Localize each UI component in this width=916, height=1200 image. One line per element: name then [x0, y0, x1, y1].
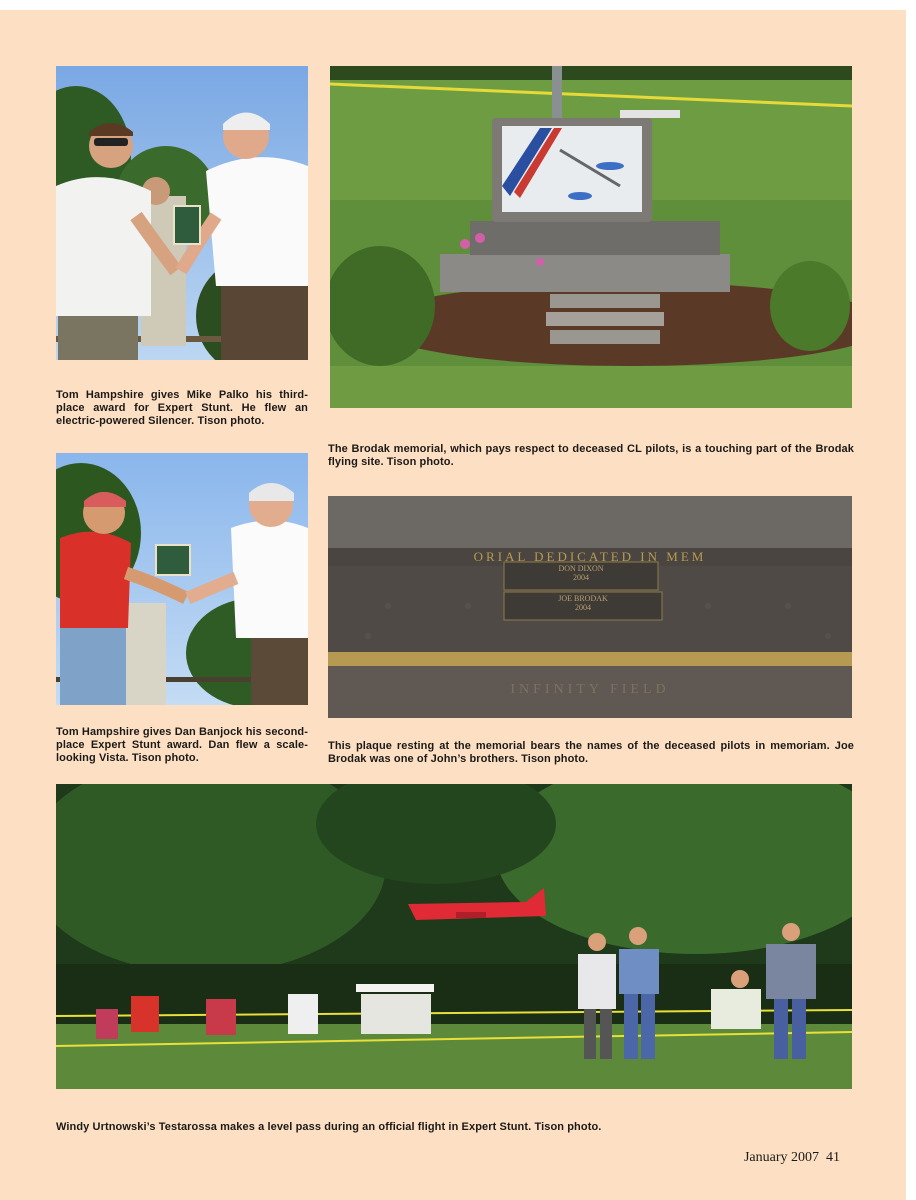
page-footer: [744, 1150, 840, 1166]
plaque-bottom-inscription: INFINITY FIELD: [510, 682, 670, 697]
plaque-name-2-text: JOE BRODAK: [558, 594, 608, 603]
plaque-name-1-year: 2004: [573, 573, 589, 582]
caption-testarossa-pass: Windy Urtnowski’s Testarossa makes a level pass during an official flight in Expert Stunt. Tison photo.: [56, 1121, 602, 1133]
photo-testarossa-pass: [56, 784, 852, 1089]
photo-brodak-memorial: [330, 66, 852, 408]
plaque-name-1: [504, 564, 658, 582]
plaque-top-inscription: ORIAL DEDICATED IN MEM: [473, 549, 707, 564]
plaque-name-1-text: DON DIXON: [558, 564, 604, 573]
issue-date: January 2007: [743, 1150, 819, 1165]
caption-award-palko: Tom Hampshire gives Mike Palko his third-place award for Expert Stunt. He flew an electric-powered Silencer. Tison photo.: [56, 389, 308, 427]
plaque-name-2: [504, 594, 662, 612]
caption-award-banjock: Tom Hampshire gives Dan Banjock his second-place Expert Stunt award. Dan flew a scale-looking Vista. Tison photo.: [56, 726, 308, 764]
page-number: 41: [826, 1150, 840, 1165]
photo-memorial-plaque: [328, 496, 852, 718]
photo-award-banjock: [56, 453, 308, 705]
plaque-name-2-year: 2004: [575, 603, 591, 612]
caption-memorial-plaque: This plaque resting at the memorial bears the names of the deceased pilots in memoriam. Joe Brodak was one of John’s brothers. Tison photo.: [328, 740, 854, 765]
photo-award-palko: [56, 66, 308, 360]
caption-brodak-memorial: The Brodak memorial, which pays respect to deceased CL pilots, is a touching part of the Brodak flying site. Tison photo.: [328, 443, 854, 468]
